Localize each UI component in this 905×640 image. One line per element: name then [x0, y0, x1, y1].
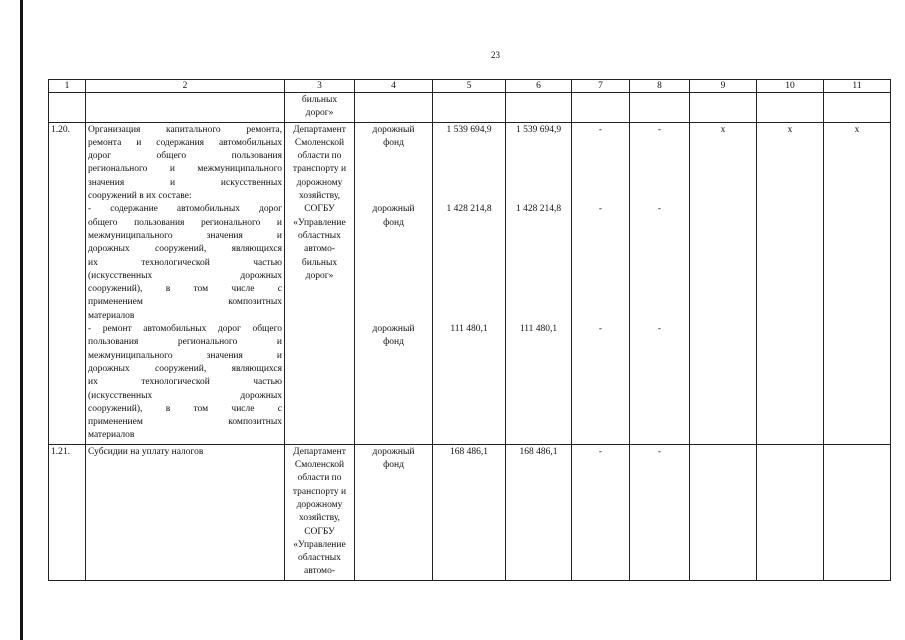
budget-table — [48, 79, 891, 581]
page-number: 23 — [491, 50, 500, 60]
amount-col8-cell: - - - — [630, 122, 690, 444]
executor-cell: Департамент Смоленской области по транспорту и дорожному хозяйству, СОГБУ «Управление областных автомо- — [285, 444, 355, 580]
empty-col11-cell — [824, 444, 891, 580]
column-number: 8 — [630, 80, 690, 93]
continuation-row — [49, 93, 891, 123]
scan-border-line — [20, 0, 23, 640]
column-number: 1 — [49, 80, 86, 93]
column-number: 7 — [572, 80, 630, 93]
amount-col8-cell: - — [630, 444, 690, 580]
empty-col10-cell — [757, 444, 824, 580]
amount-col7-cell: - - - — [572, 122, 630, 444]
mark-col11-cell: х — [824, 122, 891, 444]
table-row-1-20 — [49, 122, 891, 444]
column-number: 3 — [285, 80, 355, 93]
amount-col6-cell: 1 539 694,9 1 428 214,8 111 480,1 — [506, 122, 572, 444]
column-number: 5 — [433, 80, 506, 93]
empty-col9-cell — [690, 444, 757, 580]
amount-col6-cell: 168 486,1 — [506, 444, 572, 580]
mark-col10-cell: х — [757, 122, 824, 444]
mark-col9-cell: х — [690, 122, 757, 444]
column-number: 2 — [86, 80, 285, 93]
row-number: 1.20. — [49, 122, 86, 444]
funding-source-cell: дорожный фонд — [355, 444, 433, 580]
description-cell: Организация капитального ремонта, ремонта и содержания автомобильных дорог общего пользования регионального и межмуниципального значения и искусственных сооружений в их составе: - содержание автомобильных дорог общего пользования регионального и межмуниципального значения и дорожных сооружений, являющихся их технологической частью (искусственных дорожных сооружений), в том числе с применением композитных материалов - ремонт автомобильных дорог общего пользования регионального и межмуниципального значения и дорожных сооружений, являющихся их технологической частью (искусственных дорожных сооружений), в том числе с применением композитных материалов — [86, 122, 285, 444]
row-number: 1.21. — [49, 444, 86, 580]
funding-source-cell: дорожный фонд дорожный фонд дорожный фонд — [355, 122, 433, 444]
column-number-row — [49, 80, 891, 93]
executor-cell: Департамент Смоленской области по транспорту и дорожному хозяйству, СОГБУ «Управление областных автомо- бильных дорог» — [285, 122, 355, 444]
executor-cell-continued: бильных дорог» — [285, 93, 355, 123]
amount-col5-cell: 168 486,1 — [433, 444, 506, 580]
column-number: 9 — [690, 80, 757, 93]
table-row-1-21 — [49, 444, 891, 580]
column-number: 10 — [757, 80, 824, 93]
column-number: 4 — [355, 80, 433, 93]
column-number: 6 — [506, 80, 572, 93]
description-cell: Субсидии на уплату налогов — [86, 444, 285, 580]
amount-col7-cell: - — [572, 444, 630, 580]
column-number: 11 — [824, 80, 891, 93]
amount-col5-cell: 1 539 694,9 1 428 214,8 111 480,1 — [433, 122, 506, 444]
